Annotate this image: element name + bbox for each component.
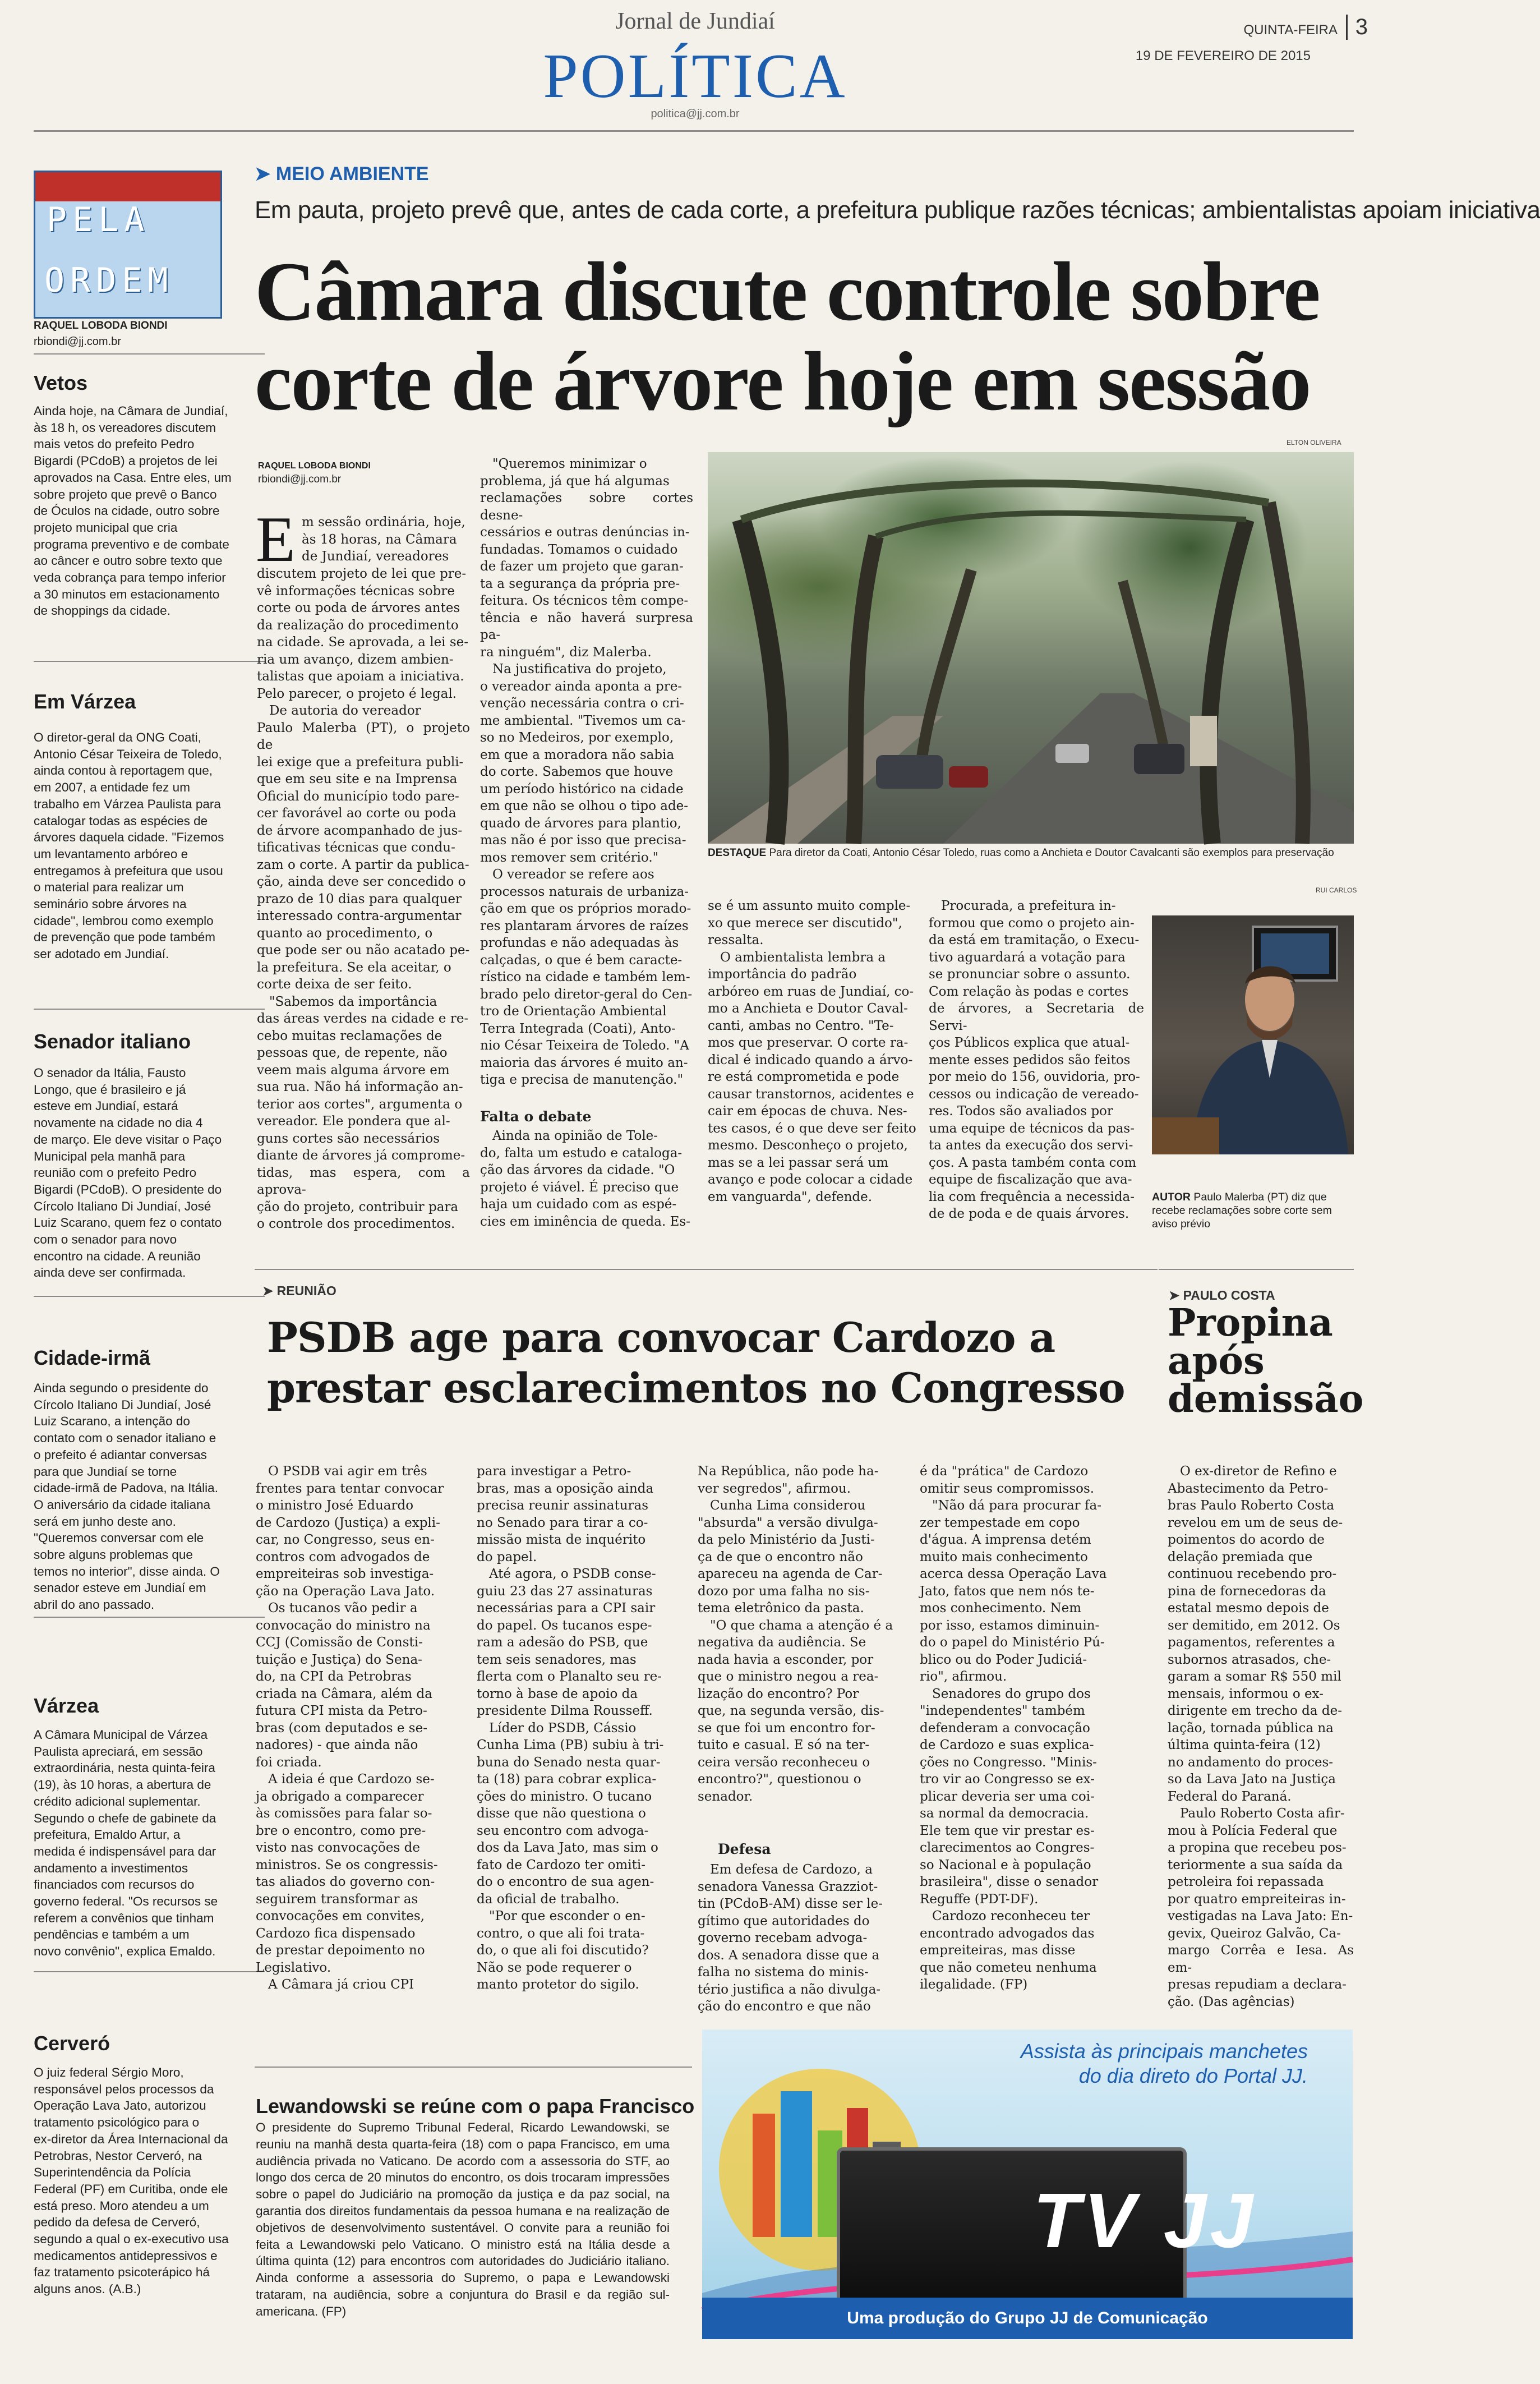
story-column: discutem projeto de lei que pre- vê informações técnicas sobre corte ou poda de árvores antes da realização do procedimento na cidade. Se aprovada, a lei se- ria um avanço, dizem ambien- talistas que apoiam a iniciativa. Pelo parecer, o projeto é legal. De autoria do vereador Paulo Malerba (PT), o projeto de lei exige que a prefeitura publi- que em seu site e na Imprensa Oficial do município todo pare- cer favorável ao corte ou poda de árvore acompanhado de jus- tificativas técnicas que condu- zam o corte. A partir da publica- ção, ainda deve ser concedido o prazo de 10 dias para qualquer interessado contra-argumentar quanto ao procedimento, o que pode ser ou não acatado pe- la prefeitura. Se ela aceitar, o corte deixa de ser feito. "Sabemos da importância das áreas verdes na cidade e re- cebo muitas reclamações de pessoas que, de repente, não veem mais alguma árvore em sua rua. Não há informação an- terior aos cortes", argumenta o vereador. Ele pondera que al- guns cortes são necessários diante de árvores já comprome- tidas, mas espera, com a aprova- ção do projeto, contribuir para o controle dos procedimentos.: [257, 567, 470, 1231]
story-subhead: Defesa: [718, 1841, 771, 1857]
issue-date: 19 DE FEVEREIRO DE 2015: [1135, 48, 1311, 63]
logo-word-pela: PELA: [47, 200, 150, 240]
story-column: Em defesa de Cardozo, a senadora Vanessa Grazziot- tin (PCdoB-AM) disse ser le- gítimo que autoridades do governo recebam advoga- dos. A senadora disse que a falha no sistema do minis- tério justifica a não divulga- ção do encontro e que não: [698, 1862, 883, 2014]
story-column: Procurada, a prefeitura in- formou que como o projeto ain- da está em tramitação, o Execu- tivo aguardará a votação para se pronunciar sobre o assunto. Com relação às podas e cortes de árvores, a Secretaria de Servi- ços Públicos explica que atual- mente esses pedidos são feitos por meio do 156, ouvidoria, pro- cessos ou indicação de vereado- res. Todos são avaliados por uma equipe de técnicos da pas- ta antes da execução dos servi- ços. A pasta também conta com equipe de fiscalização que ava- lia com frequência a necessida- de de poda e de quais árvores.: [929, 899, 1144, 1221]
newspaper-name: Jornal de Jundiaí: [615, 8, 775, 34]
note-line: entregamos à prefeitura que usou: [34, 863, 223, 878]
caption-label: DESTAQUE: [708, 847, 767, 859]
note-body: [34, 1380, 265, 1613]
pela-ordem-logo: [34, 171, 222, 319]
note-line: O diretor-geral da ONG Coati,: [34, 730, 201, 744]
note-line: encontro na cidade. A reunião: [34, 1249, 201, 1263]
story-headline: Propina após demissão: [1168, 1300, 1364, 1421]
note-line: (19), às 10 horas, a abertura de: [34, 1778, 211, 1792]
masthead-rule: [34, 130, 1354, 132]
headline-line: Câmara discute controle sobre: [255, 245, 1320, 338]
note-line: Luiz Scarano, a intenção do: [34, 1414, 190, 1429]
note-line: Longo, que é brasileiro e já: [34, 1082, 186, 1097]
note-line: com o senador para novo: [34, 1232, 177, 1247]
note-line: Superintendência da Polícia: [34, 2165, 191, 2180]
story-column: O ex-diretor de Refino e Abastecimento da Petro- bras Paulo Roberto Costa revelou em um de seus de- poimentos do acordo de delação premiada que continuou recebendo pro- pina de fornecedoras da estatal mesmo depois de ser demitido, em 2012. Os pagamentos, referentes a subornos atrasados, che- garam a somar R$ 550 mil mensais, informou o ex- dirigente em trecho da de- lação, tornada pública na última quinta-feira (12) no andamento do proces- so da Lava Jato na Justiça Federal do Paraná. Paulo Roberto Costa afir- mou à Polícia Federal que a propina que recebeu pos- teriormente a sua saída da petroleira foi repassada por quatro empreiteiras in- vestigadas na Lava Jato: En- gevix, Queiroz Galvão, Ca- margo Corrêa e Iesa. As em- presas repudiam a declara- ção. (Das agências): [1168, 1464, 1354, 2009]
note-heading: Cerveró: [34, 2032, 110, 2055]
note-line: ainda contou à reportagem que,: [34, 763, 213, 778]
note-line: mais vetos do prefeito Pedro: [34, 437, 195, 452]
divider: [34, 1296, 265, 1297]
note-line: cidade-irmã de Padova, na Itália.: [34, 1481, 218, 1495]
tv-jj-advertisement[interactable]: [702, 2029, 1353, 2339]
note-line: temos no interior", disse ainda. O: [34, 1564, 220, 1578]
story-author-email: rbiondi@jj.com.br: [258, 473, 342, 485]
divider: [34, 1009, 265, 1010]
story-headline: [255, 247, 1348, 426]
note-body: [34, 729, 265, 963]
note-line: financiados com recursos do: [34, 1877, 195, 1892]
note-line: Círcolo Italiano Di Jundiaí, José: [34, 1397, 211, 1412]
note-line: O aniversário da cidade italiana: [34, 1497, 211, 1512]
note-line: Paulista apreciará, em sessão: [34, 1744, 203, 1759]
note-line: medida é indispensável para dar: [34, 1844, 216, 1858]
note-body: [34, 1065, 265, 1281]
divider: [255, 2067, 692, 2068]
story-subhead: Falta o debate: [480, 1108, 592, 1125]
brief-headline: Lewandowski se reúne com o papa Francisco: [256, 2095, 695, 2118]
divider: [1159, 1269, 1354, 1270]
note-line: ex-diretor da Área Internacional da: [34, 2132, 228, 2146]
headline-line: PSDB age para convocar Cardozo a: [267, 1314, 1055, 1362]
note-line: pendências e também a um: [34, 1927, 190, 1942]
note-line: medicamentos antidepressivos e: [34, 2248, 218, 2263]
note-line: para que Jundiaí se torne: [34, 1464, 177, 1479]
note-line: segundo a qual o ex-executivo usa: [34, 2232, 229, 2247]
note-line: referem a convênios que tinham: [34, 1911, 214, 1925]
photo-credit: ELTON OLIVEIRA: [1287, 439, 1341, 447]
note-line: alguns anos. (A.B.): [34, 2282, 141, 2296]
note-line: O juiz federal Sérgio Moro,: [34, 2065, 184, 2079]
tv-jj-logo: TV JJ: [1033, 2178, 1257, 2264]
street-trees-photo: [708, 452, 1354, 844]
note-line: sobre projeto que prevê o Banco: [34, 487, 217, 501]
note-line: crédito adicional suplementar.: [34, 1794, 201, 1808]
headline-line: prestar esclarecimentos no Congresso: [267, 1364, 1125, 1412]
note-heading: Vetos: [34, 371, 88, 394]
note-line: cidade", lembrou como exemplo: [34, 913, 214, 928]
note-line: Federal (PF) em Curitiba, onde ele: [34, 2182, 228, 2196]
note-line: Bigardi (PCdoB). O presidente do: [34, 1182, 222, 1196]
note-body: [34, 1727, 265, 1960]
note-line: de Óculos na cidade, outro sobre: [34, 504, 220, 518]
note-line: será em junho deste ano.: [34, 1514, 176, 1529]
note-line: Bigardi (PCdoB) a projetos de lei: [34, 454, 218, 468]
note-line: prefeitura, Emaldo Artur, a: [34, 1828, 181, 1842]
photo-caption: [708, 847, 1354, 859]
note-line: um levantamento arbóreo e: [34, 846, 188, 861]
divider: [34, 1617, 265, 1618]
note-body: [34, 2064, 265, 2298]
divider: [34, 661, 265, 662]
note-line: projeto municipal que cria: [34, 520, 178, 535]
note-line: Municipal pela manhã para: [34, 1149, 186, 1163]
drop-cap: E: [256, 504, 296, 576]
note-line: trabalho em Várzea Paulista para: [34, 797, 221, 811]
note-heading: Senador italiano: [34, 1030, 191, 1053]
ad-headline: do dia direto do Portal JJ.: [1078, 2064, 1308, 2087]
note-line: extraordinária, nesta quinta-feira: [34, 1761, 215, 1775]
divider: [255, 1269, 1158, 1270]
note-line: seminário sobre árvores na: [34, 897, 187, 912]
note-line: está preso. Moro atendeu a um: [34, 2198, 209, 2213]
page-number: 3: [1346, 15, 1368, 40]
note-line: novo convênio", explica Emaldo.: [34, 1944, 216, 1959]
note-line: contato com o senador italiano e: [34, 1431, 216, 1446]
note-line: Operação Lava Jato, autorizou: [34, 2098, 206, 2113]
note-line: Petrobras, Nestor Cerveró, na: [34, 2148, 202, 2163]
note-line: de prevenção que pode também: [34, 930, 215, 945]
note-line: ser adotado em Jundiaí.: [34, 947, 169, 961]
caption-text: Para diretor da Coati, Antonio César Toledo, ruas como a Anchieta e Doutor Cavalcanti são exemplos para preservação: [766, 847, 1334, 859]
note-line: pedido da defesa de Cerveró,: [34, 2215, 200, 2230]
story-column: para investigar a Petro- bras, mas a oposição ainda precisa reunir assinaturas no Senado para tirar a co- missão mista de inquérito do papel. Até agora, o PSDB conse- guiu 23 das 27 assinaturas necessárias para a CPI sair do papel. Os tucanos espe- ram a adesão do PSB, que tem seis senadores, mas flerta com o Planalto seu re- torno à base de apoio da presidente Dilma Rousseff. Líder do PSDB, Cássio Cunha Lima (PB) subiu à tri- buna do Senado nesta quar- ta (18) para cobrar explica- ções do ministro. O tucano disse que não questiona o seu encontro com advoga- dos da Lava Jato, mas sim o fato de Cardozo ter omiti- do o encontro de sua agen- da oficial de trabalho. "Por que esconder o en- contro, o que ali foi trata- do, o que ali foi discutido? Não se pode requerer o manto protetor do sigilo.: [477, 1464, 664, 1992]
note-line: Círcolo Italiano Di Jundiaí, José: [34, 1199, 211, 1213]
note-line: abril do ano passado.: [34, 1598, 155, 1612]
caption-label: AUTOR: [1152, 1191, 1191, 1203]
story-column: Ainda na opinião de Tole- do, falta um estudo e cataloga- ção das árvores da cidade. "O projeto é viável. É preciso que haja um cuidado com as espé- cies em iminência de queda. Es-: [480, 1129, 690, 1229]
note-line: a 30 minutos em estacionamento: [34, 587, 220, 601]
story-column: "Queremos minimizar o problema, já que há algumas reclamações sobre cortes desne- cessários e outras denúncias in- fundadas. Tomamos o cuidado de fazer um projeto que garan- ta a segurança da própria pre- feitura. Os técnicos têm compe- tência e não haverá surpresa pa- ra ninguém", diz Malerba. Na justificativa do projeto, o vereador ainda aponta a pre- venção necessária contra o cri- me ambiental. "Tivemos um ca- so no Medeiros, por exemplo, em que a moradora não sabia do corte. Sabemos que houve um período histórico na cidade em que não se olhou o tipo ade- quado de árvores para plantio, mas não é por isso que precisa- mos remover sem critério." O vereador se refere aos processos naturais de urbaniza- ção em que os próprios morado- res plantaram árvores de raízes profundas e não adequadas às calçadas, o que é bem caracte- rístico na cidade e também lem- brado pelo diretor-geral do Cen- tro de Orientação Ambiental Terra Integrada (Coati), Anto- nio César Teixeira de Toledo. "A maioria das árvores é muito an- tiga e precisa de manutenção.": [480, 457, 693, 1087]
note-line: de shoppings da cidade.: [34, 604, 170, 618]
note-line: Luiz Scarano, quem fez o contato: [34, 1216, 222, 1230]
note-line: reunião com o prefeito Pedro: [34, 1166, 197, 1180]
sidebar-author: RAQUEL LOBODA BIONDI: [34, 320, 168, 332]
story-column: Na República, não pode ha- ver segredos", afirmou. Cunha Lima considerou "absurda" a versão divulga- da pelo Ministério da Justi- ça de que o encontro não apareceu na agenda de Car- dozo por uma falha no sis- tema eletrônico da pasta. "O que chama a atenção é a negativa da audiência. Se nada havia a esconder, por que o ministro negou a rea- lização do encontro? Por que, na segunda versão, dis- se que foi um encontro for- tuito e casual. E só na ter- ceira versão reconheceu o encontro?", questionou o senador.: [698, 1464, 893, 1804]
note-line: ainda deve ser confirmada.: [34, 1265, 186, 1280]
note-line: às 18 h, os vereadores discutem: [34, 420, 216, 435]
story-kicker: ➤ PAULO COSTA: [1169, 1288, 1275, 1303]
story-column: O PSDB vai agir em três frentes para tentar convocar o ministro José Eduardo de Cardozo (Justiça) a expli- car, no Congresso, seus en- contros com advogados de empreiteiras sob investiga- ção na Operação Lava Jato. Os tucanos vão pedir a convocação do ministro na CCJ (Comissão de Consti- tuição e Justiça) do Sena- do, na CPI da Petrobras criada na Câmara, além da futura CPI mista da Petro- bras (com deputados e se- nadores) - que ainda não foi criada. A ideia é que Cardozo se- ja obrigado a comparecer às comissões para falar so- bre o encontro, como pre- visto nas convocações de ministros. Se os congressis- tas aliados do governo con- seguirem transformar as convocações em convites, Cardozo fica dispensado de prestar depoimento no Legislativo. A Câmara já criou CPI: [256, 1464, 444, 1992]
note-line: esteve em Jundiaí, estará: [34, 1099, 178, 1113]
photo-credit: RUI CARLOS: [1316, 886, 1357, 894]
story-column: se é um assunto muito comple- xo que merece ser discutido", ressalta. O ambientalista lembra a importância do padrão arbóreo em ruas de Jundiaí, co- mo a Anchieta e Doutor Caval- canti, ambas no Centro. "Te- mos que preservar. O corte ra- dical é indicado quando a árvo- re está comprometida e pode causar transtornos, acidentes e cair em épocas de chuva. Nes- tes casos, é o que deve ser feito mesmo. Desconheço o projeto, mas se a lei passar será um avanço e pode colocar a cidade em vanguarda", defende.: [708, 899, 916, 1204]
note-heading: Em Várzea: [34, 690, 136, 713]
note-line: programa preventivo e de combate: [34, 537, 229, 551]
note-line: sobre alguns problemas que: [34, 1548, 193, 1562]
photo-caption: [1152, 1190, 1354, 1231]
brief-body: O presidente do Supremo Tribunal Federal, Ricardo Lewandowski, se reuniu na manhã desta quarta-feira (18) com o papa Francisco, em uma audiência privada no Vaticano. De acordo com a assessoria do STF, ao longo dos cerca de 20 minutos do encontro, os dois trocaram impressões sobre o papel do Judiciário na promoção da justiça e da paz social, na garantia dos direitos fundamentais da pessoa humana e na realização de objetivos de desenvolvimento sustentável. O convite para a reunião foi feita a Lewandowski pelo Vaticano. O ministro está na Itália desde a última quinta (12) para encontros com autoridades do Judiciário italiano. Ainda conforme a assessoria do Supremo, o papa e Lewandowski trataram, na audiência, sobre a conjuntura do Brasil e da região sul-americana. (FP): [256, 2120, 670, 2318]
note-heading: Cidade-irmã: [34, 1346, 151, 1369]
weekday: QUINTA-FEIRA: [1243, 22, 1338, 38]
note-line: faz tratamento psicoterápico há: [34, 2265, 210, 2280]
note-line: Antonio César Teixeira de Toledo,: [34, 747, 222, 761]
ad-headline: Assista às principais manchetes: [1020, 2040, 1308, 2063]
note-line: senador esteve em Jundiaí em: [34, 1581, 206, 1595]
note-line: A Câmara Municipal de Várzea: [34, 1728, 208, 1742]
story-lead: m sessão ordinária, hoje, às 18 horas, na Câmara de Jundiaí, vereadores: [302, 515, 465, 564]
note-line: catalogar todas as espécies de: [34, 813, 208, 828]
note-line: em 2007, a entidade fez um: [34, 780, 190, 795]
note-line: responsável pelos processos da: [34, 2082, 214, 2096]
note-line: "Queremos conversar com ele: [34, 1531, 204, 1545]
councilman-photo: [1152, 915, 1354, 1154]
note-line: tratamento psicológico para o: [34, 2115, 200, 2130]
note-heading: Várzea: [34, 1694, 99, 1717]
sidebar-email: rbiondi@jj.com.br: [34, 335, 121, 348]
story-column: é da "prática" de Cardozo omitir seus compromissos. "Não dá para procurar fa- zer tempestade em copo d'água. A imprensa detém muito mais conhecimento acerca dessa Operação Lava Jato, fatos que nem nós te- mos conhecimento. Nem por isso, estamos diminuin- do o papel do Ministério Pú- blico ou do Poder Judiciá- rio", afirmou. Senadores do grupo dos "independentes" também defenderam a convocação de Cardozo e suas explica- ções no Congresso. "Minis- tro vir ao Congresso se ex- plicar deveria ser uma coi- sa normal da democracia. Ele tem que vir prestar es- clarecimentos ao Congres- so Nacional e à população brasileira", disse o senador Reguffe (PDT-DF). Cardozo reconheceu ter encontrado advogados das empreiteiras, mas disse que não cometeu nenhuma ilegalidade. (FP): [920, 1464, 1107, 1992]
ad-footer: Uma produção do Grupo JJ de Comunicação: [702, 2298, 1353, 2339]
caption-text: Paulo Malerba (PT) diz que recebe reclamações sobre corte sem aviso prévio: [1152, 1191, 1332, 1230]
note-line: veda cobrança para tempo inferior: [34, 570, 226, 585]
story-headline: [267, 1313, 1142, 1414]
note-line: Ainda segundo o presidente do: [34, 1381, 209, 1395]
note-line: aprovados na Casa. Entre eles, um: [34, 470, 232, 485]
divider: [34, 353, 265, 355]
headline-line: corte de árvore hoje em sessão: [255, 335, 1311, 428]
note-line: ao câncer e outro sobre texto que: [34, 554, 223, 568]
story-kicker: ➤ MEIO AMBIENTE: [255, 163, 429, 185]
story-subtitle: Em pauta, projeto prevê que, antes de cada corte, a prefeitura publique razões técnicas; ambientalistas apoiam iniciativa: [255, 196, 1540, 224]
story-kicker: ➤ REUNIÃO: [262, 1283, 336, 1298]
note-line: árvores daquela cidade. "Fizemos: [34, 830, 224, 845]
section-title: POLÍTICA: [543, 42, 847, 111]
divider: [34, 1971, 265, 1972]
story-author: RAQUEL LOBODA BIONDI: [258, 461, 371, 471]
logo-word-ordem: ORDEM: [44, 261, 174, 300]
note-line: O senador da Itália, Fausto: [34, 1066, 186, 1080]
note-body: [34, 403, 265, 619]
note-line: Ainda hoje, na Câmara de Jundiaí,: [34, 404, 228, 418]
note-line: Segundo o chefe de gabinete da: [34, 1811, 216, 1825]
note-line: andamento a investimentos: [34, 1861, 188, 1875]
note-line: novamente na cidade no dia 4: [34, 1116, 203, 1130]
note-line: governo federal. "Os recursos se: [34, 1894, 218, 1909]
note-line: de março. Ele deve visitar o Paço: [34, 1132, 222, 1147]
note-line: o material para realizar um: [34, 880, 184, 895]
note-line: o prefeito é adiantar conversas: [34, 1447, 207, 1462]
section-email: politica@jj.com.br: [651, 108, 740, 120]
